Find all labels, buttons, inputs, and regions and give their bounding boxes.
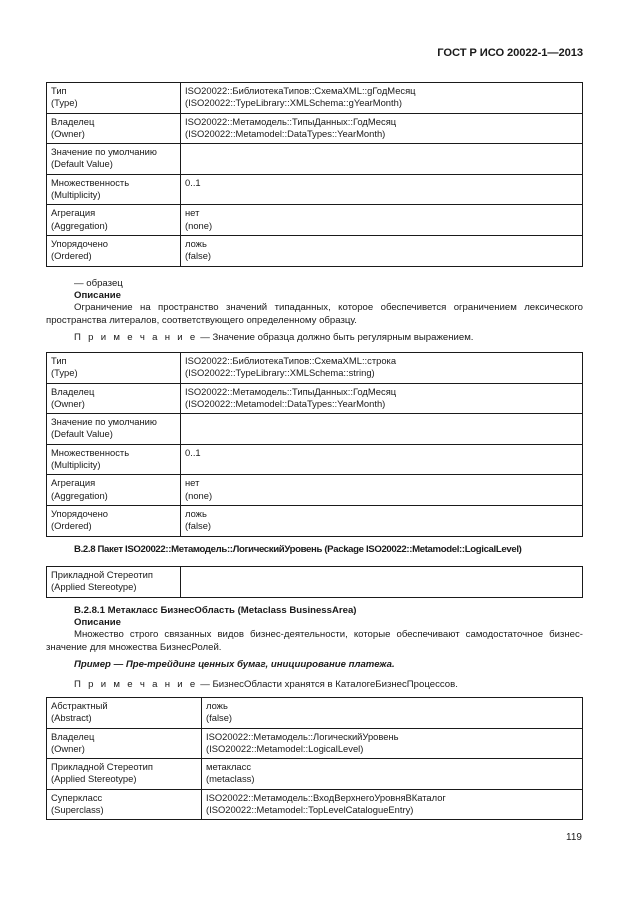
property-name-ru: Множественность (51, 446, 130, 458)
table-row (47, 235, 583, 266)
property-value-en (185, 428, 578, 440)
table-row (47, 144, 583, 175)
property-name-cell (47, 789, 202, 820)
property-name-cell (47, 444, 181, 475)
document-header: ГОСТ Р ИСО 20022-1—2013 (437, 47, 583, 59)
property-name-en: (Default Value) (51, 158, 113, 170)
properties-table-business-area (46, 697, 583, 820)
property-name-en: (Superclass) (51, 804, 104, 816)
table-row (47, 759, 583, 790)
property-value-cell (181, 505, 583, 536)
property-name-ru: Владелец (51, 385, 95, 397)
property-name-ru: Множественность (51, 176, 130, 188)
property-value-cell (181, 113, 583, 144)
property-name-cell (47, 83, 181, 114)
property-value-cell (181, 444, 583, 475)
properties-table-yearmonth (46, 82, 583, 267)
property-name-cell (47, 505, 181, 536)
property-name-cell (47, 174, 181, 205)
property-value-en: (ISO20022::Metamodel::DataTypes::YearMonth) (185, 397, 386, 409)
property-value-ru: ложь (185, 507, 207, 519)
property-name-en: (Multiplicity) (51, 459, 101, 471)
property-value-en: (none) (185, 489, 213, 501)
property-value-ru: ISO20022::БиблиотекаТипов::СхемаXML::строка (185, 355, 397, 366)
property-value-cell (181, 567, 583, 598)
section-heading-b28: B.2.8 Пакет ISO20022::Метамодель::ЛогическийУровень (Package ISO20022::Metamodel::LogicalLevel) (74, 544, 522, 555)
table-row (47, 414, 583, 445)
property-name-ru: Прикладной Стереотип (51, 761, 153, 773)
note-text: — БизнесОбласти хранятся в КаталогеБизнесПроцессов. (197, 679, 458, 690)
property-name-ru: Значение по умолчанию (51, 146, 157, 158)
property-name-en: (Owner) (51, 742, 85, 754)
table-row (47, 205, 583, 236)
property-value-ru: нет (185, 207, 200, 219)
property-name-cell (47, 353, 181, 384)
property-value-en: (false) (185, 250, 212, 262)
property-value-en: (false) (185, 520, 212, 532)
property-value-ru: метакласс (206, 761, 252, 773)
property-value-cell (202, 698, 583, 729)
note-label: П р и м е ч а н и е (74, 679, 198, 690)
property-value-cell (181, 475, 583, 506)
property-name-en: (Aggregation) (51, 219, 108, 231)
property-value-en: (none) (185, 219, 213, 231)
property-value-en: (ISO20022::TypeLibrary::XMLSchema::gYearMonth) (185, 97, 402, 109)
property-value-en (185, 158, 578, 170)
property-value-cell (181, 414, 583, 445)
property-name-ru: Упорядочено (51, 237, 108, 249)
property-name-cell (47, 113, 181, 144)
property-value-cell (181, 174, 583, 205)
property-value-en (185, 581, 578, 593)
property-value-ru (185, 416, 578, 428)
table-row (47, 174, 583, 205)
table-row (47, 113, 583, 144)
property-value-en: (ISO20022::TypeLibrary::XMLSchema::string) (185, 367, 375, 379)
property-name-en: (Type) (51, 367, 78, 379)
property-name-ru: Значение по умолчанию (51, 416, 157, 428)
property-name-cell (47, 728, 202, 759)
table-row (47, 475, 583, 506)
property-value-en: (ISO20022::Metamodel::LogicalLevel) (206, 742, 364, 754)
property-name-en: (Owner) (51, 397, 85, 409)
property-value-ru: ложь (185, 237, 207, 249)
property-value-ru: 0..1 (185, 176, 201, 188)
property-name-ru: Абстрактный (51, 700, 108, 711)
property-value-ru: нет (185, 477, 200, 489)
property-value-ru (185, 146, 578, 158)
property-name-en: (Applied Stereotype) (51, 581, 137, 593)
properties-table-logical-level (46, 566, 583, 598)
property-name-ru: Владелец (51, 115, 95, 127)
property-name-cell (47, 567, 181, 598)
description-text: Ограничение на пространство значений типаданных, которое обеспечивется ограничением лексического пространства литералов, соответствующего определенному образцу. (46, 302, 583, 326)
section-heading-b281: B.2.8.1 Метакласс БизнесОбласть (Metaclass BusinessArea) (74, 605, 357, 616)
property-value-en: (ISO20022::Metamodel::DataTypes::YearMonth) (185, 127, 386, 139)
table-row (47, 83, 583, 114)
property-name-en: (Default Value) (51, 428, 113, 440)
property-value-en (185, 459, 578, 471)
property-name-en: (Type) (51, 97, 78, 109)
note-label: П р и м е ч а н и е (74, 332, 198, 343)
property-value-cell (202, 789, 583, 820)
property-value-ru: 0..1 (185, 446, 201, 458)
table-row (47, 567, 583, 598)
table-row (47, 444, 583, 475)
property-value-ru: ISO20022::БиблиотекаТипов::СхемаXML::gГодМесяц (185, 85, 416, 96)
property-name-ru: Упорядочено (51, 507, 108, 519)
property-value-en: (metaclass) (206, 773, 255, 785)
description-text: Множество строго связанных видов бизнес-деятельности, которые обеспечивают самодостаточное бизнес-значение для множества БизнесРолей. (46, 629, 583, 653)
note (74, 679, 458, 692)
property-value-cell (181, 383, 583, 414)
property-value-ru: ложь (206, 700, 228, 711)
page-number: 119 (566, 832, 582, 843)
table-row (47, 728, 583, 759)
properties-table-pattern (46, 352, 583, 537)
property-value-en: (false) (206, 712, 233, 724)
property-name-en: (Applied Stereotype) (51, 773, 137, 785)
property-name-cell (47, 205, 181, 236)
property-name-en: (Ordered) (51, 520, 92, 532)
table-row (47, 383, 583, 414)
property-name-cell (47, 144, 181, 175)
property-name-en: (Multiplicity) (51, 189, 101, 201)
property-name-ru: Тип (51, 355, 67, 366)
property-name-ru: Тип (51, 85, 67, 96)
table-row (47, 789, 583, 820)
property-value-ru: ISO20022::Метамодель::ТипыДанных::ГодМесяц (185, 115, 397, 127)
property-name-cell (47, 475, 181, 506)
property-name-cell (47, 414, 181, 445)
property-name-ru: Владелец (51, 730, 95, 742)
property-name-ru: Суперкласс (51, 791, 103, 803)
description-heading: Описание (74, 617, 121, 628)
property-name-ru: Агрегация (51, 477, 96, 489)
property-name-ru: Агрегация (51, 207, 96, 219)
table-row (47, 698, 583, 729)
property-value-ru: ISO20022::Метамодель::ТипыДанных::ГодМесяц (185, 385, 397, 397)
description-heading: Описание (74, 290, 121, 301)
property-value-cell (181, 144, 583, 175)
property-name-cell (47, 759, 202, 790)
property-value-ru (185, 569, 578, 581)
property-value-cell (181, 205, 583, 236)
property-value-cell (202, 759, 583, 790)
property-name-cell (47, 235, 181, 266)
property-name-cell (47, 698, 202, 729)
property-value-cell (202, 728, 583, 759)
property-name-en: (Ordered) (51, 250, 92, 262)
property-value-cell (181, 235, 583, 266)
note (74, 332, 473, 345)
property-name-cell (47, 383, 181, 414)
property-name-en: (Owner) (51, 127, 85, 139)
property-name-ru: Прикладной Стереотип (51, 569, 153, 580)
property-value-ru: ISO20022::Метамодель::ВходВерхнегоУровняВКаталог (206, 791, 446, 803)
attribute-item: — образец (74, 278, 123, 289)
property-value-en: (ISO20022::Metamodel::TopLevelCatalogueEntry) (206, 804, 414, 816)
example-text: Пример — Пре-трейдинг ценных бумаг, инициирование платежа. (74, 659, 395, 670)
property-value-cell (181, 353, 583, 384)
property-value-cell (181, 83, 583, 114)
property-value-ru: ISO20022::Метамодель::ЛогическийУровень (206, 730, 399, 742)
property-name-en: (Abstract) (51, 712, 92, 724)
property-value-en (185, 189, 578, 201)
table-row (47, 353, 583, 384)
note-text: — Значение образца должно быть регулярным выражением. (197, 332, 474, 343)
table-row (47, 505, 583, 536)
property-name-en: (Aggregation) (51, 489, 108, 501)
